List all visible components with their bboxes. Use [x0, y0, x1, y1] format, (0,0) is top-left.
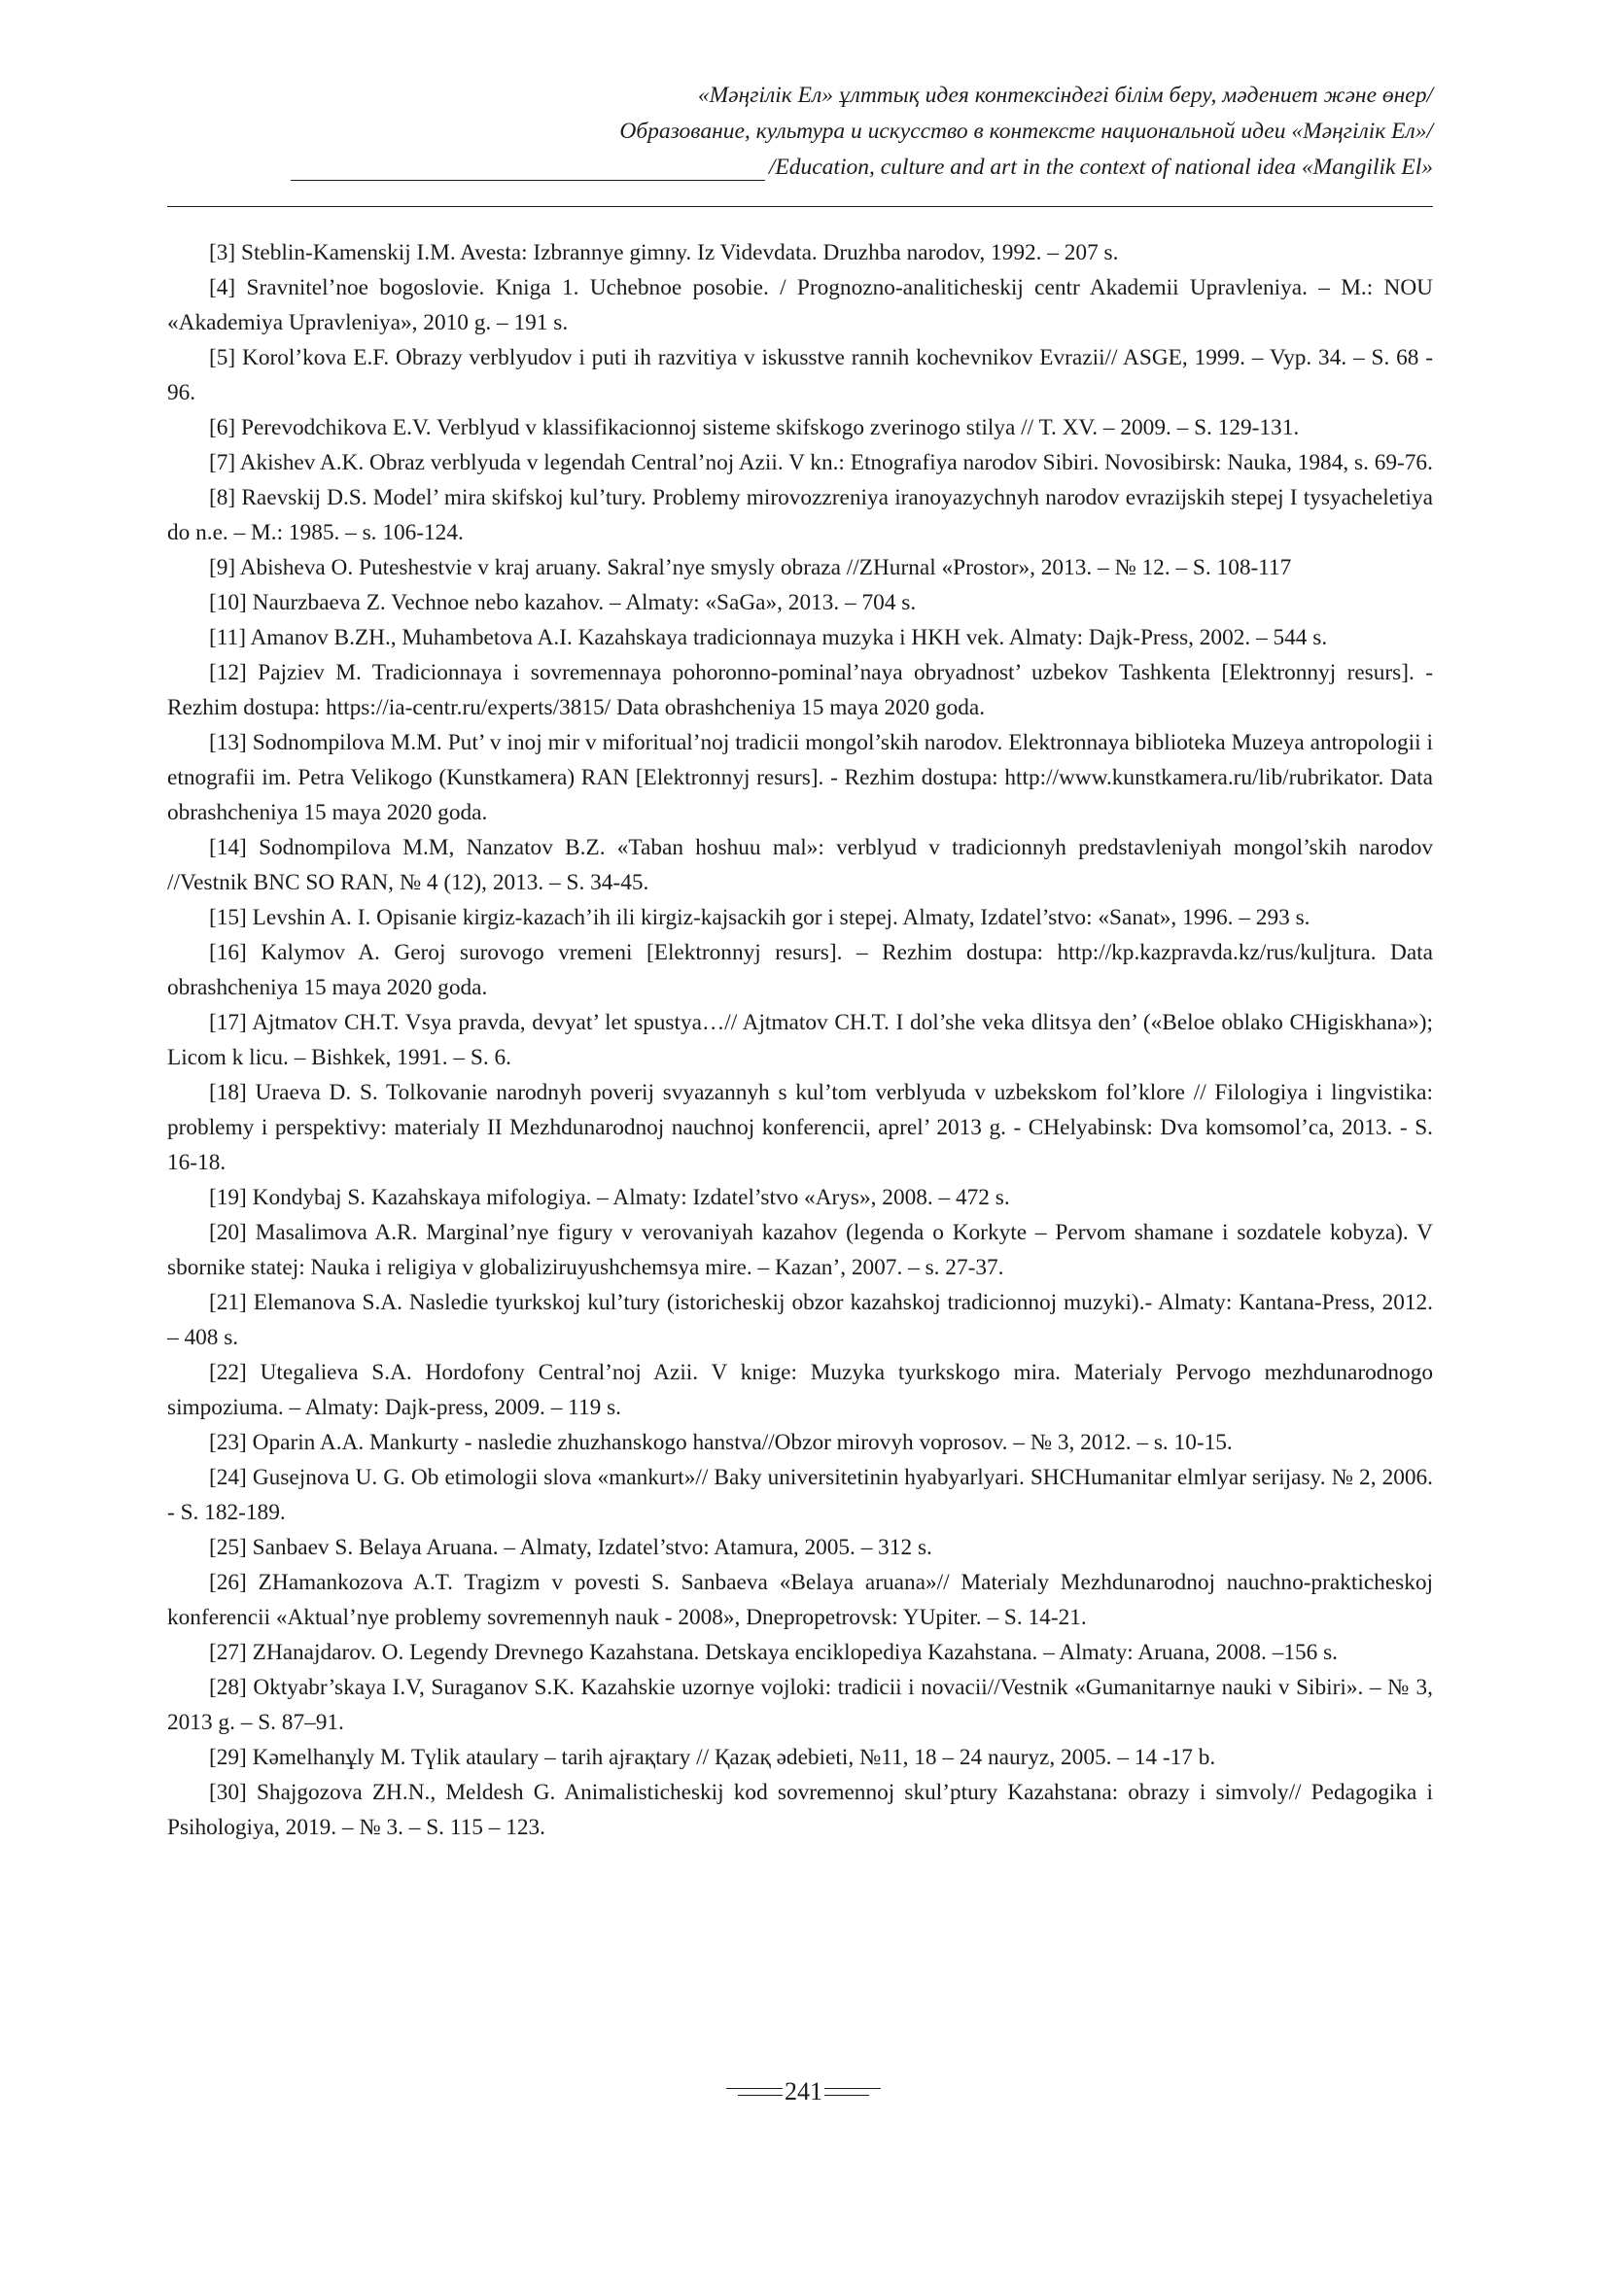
page-number-ornament-right	[824, 2084, 881, 2100]
reference-item: [3] Steblin-Kamenskij I.M. Avesta: Izbrannye gimny. Iz Videvdata. Druzhba narodov, 1992. – 207 s.	[209, 240, 1119, 265]
page-number-ornament-left	[726, 2084, 783, 2100]
running-header	[167, 78, 1433, 186]
reference-item: [11] Amanov B.ZH., Muhambetova A.I. Kazahskaya tradicionnaya muzyka i HKH vek. Almaty: Dajk-Press, 2002. – 544 s.	[209, 625, 1328, 650]
reference-item: [18] Uraeva D. S. Tolkovanie narodnyh poverij svyazannyh s kul’tom verblyuda v uzbekskom fol’klore // Filologiya i lingvistika: problemy i perspektivy: materialy II Mezhdunarodnoj nauchnoj konferencii, aprel’ 2013 g. - CHelyabinsk: Dva komsomol’ca, 2013. - S. 16-18.	[167, 1080, 1433, 1175]
reference-item: [8] Raevskij D.S. Model’ mira skifskoj kul’tury. Problemy mirovozzreniya iranoyazychnyh narodov evrazijskih stepej I tysyacheletiya do n.e. – M.: 1985. – s. 106-124.	[167, 485, 1433, 545]
reference-item: [30] Shajgozova ZH.N., Meldesh G. Animalisticheskij kod sovremennoj skul’ptury Kazahstana: obrazy i simvoly// Pedagogika i Psihologiya, 2019. – № 3. – S. 115 – 123.	[167, 1780, 1433, 1840]
page-number: 241	[785, 2077, 822, 2105]
reference-item: [7] Akishev A.K. Obraz verblyuda v legendah Central’noj Azii. V kn.: Etnografiya narodov Sibiri. Novosibirsk: Nauka, 1984, s. 69-76.	[209, 450, 1433, 475]
reference-item: [5] Korol’kova E.F. Obrazy verblyudov i puti ih razvitiya v iskusstve rannih kochevnikov Evrazii// ASGE, 1999. – Vyp. 34. – S. 68 - 96.	[167, 345, 1433, 405]
reference-item: [14] Sodnompilova M.M, Nanzatov B.Z. «Taban hoshuu mal»: verblyud v tradicionnyh predstavleniyah mongol’skih narodov //Vestnik BNC SO RAN, № 4 (12), 2013. – S. 34-45.	[167, 835, 1433, 895]
header-divider	[167, 206, 1433, 207]
reference-item: [4] Sravnitel’noe bogoslovie. Kniga 1. Uchebnoe posobie. / Prognozno-analiticheskij centr Akademii Upravleniya. – M.: NOU «Akademiya Upravleniya», 2010 g. – 191 s.	[167, 275, 1433, 335]
header-underline	[291, 180, 765, 181]
reference-item: [6] Perevodchikova E.V. Verblyud v klassifikacionnoj sisteme skifskogo zverinogo stilya // T. XV. – 2009. – S. 129-131.	[209, 415, 1300, 440]
reference-item: [26] ZHamankozova A.T. Tragizm v povesti S. Sanbaeva «Belaya aruana»// Materialy Mezhdunarodnoj nauchno-prakticheskoj konferencii «Aktual’nye problemy sovremennyh nauk - 2008», Dnepropetrovsk: YUpiter. – S. 14-21.	[167, 1570, 1433, 1630]
reference-item: [12] Pajziev M. Tradicionnaya i sovremennaya pohoronno-pominal’naya obryadnost’ uzbekov Tashkenta [Elektronnyj resurs]. - Rezhim dostupa: https://ia-centr.ru/experts/3815/ Data obrashcheniya 15 maya 2020 goda.	[167, 660, 1433, 720]
reference-item: [24] Gusejnova U. G. Ob etimologii slova «mankurt»// Baky universitetinin hyabyarlyari. SHCHumanitar elmlyar serijasy. № 2, 2006. - S. 182-189.	[167, 1465, 1433, 1525]
reference-item: [20] Masalimova A.R. Marginal’nye figury v verovaniyah kazahov (legenda o Korkyte – Pervom shamane i sozdatele kobyza). V sbornike statej: Nauka i religiya v globaliziruyushchemsya mire. – Kazan’, 2007. – s. 27-37.	[167, 1220, 1433, 1280]
header-title-english: /Education, culture and art in the context of national idea «Mangilik El»	[768, 155, 1433, 180]
reference-item: [13] Sodnompilova M.M. Put’ v inoj mir v miforitual’noj tradicii mongol’skih narodov. Elektronnaya biblioteka Muzeya antropologii i etnografii im. Petra Velikogo (Kunstkamera) RAN [Elektronnyj resurs]. - Rezhim dostupa: http://www.kunstkamera.ru/lib/rubrikator. Data obrashcheniya 15 maya 2020 goda.	[167, 730, 1433, 825]
page-footer	[0, 2077, 1607, 2106]
reference-item: [9] Abisheva O. Puteshestvie v kraj aruany. Sakral’nye smysly obraza //ZHurnal «Prostor», 2013. – № 12. – S. 108-117	[209, 555, 1292, 580]
reference-item: [25] Sanbaev S. Belaya Aruana. – Almaty, Izdatel’stvo: Atamura, 2005. – 312 s.	[209, 1535, 932, 1560]
reference-item: [27] ZHanajdarov. O. Legendy Drevnego Kazahstana. Detskaya enciklopediya Kazahstana. – Almaty: Aruana, 2008. –156 s.	[209, 1640, 1339, 1665]
reference-item: [10] Naurzbaeva Z. Vechnoe nebo kazahov. – Almaty: «SaGa», 2013. – 704 s.	[209, 590, 917, 615]
reference-item: [16] Kalymov A. Geroj surovogo vremeni [Elektronnyj resurs]. – Rezhim dostupa: http://kp.kazpravda.kz/rus/kuljtura. Data obrashcheniya 15 maya 2020 goda.	[167, 940, 1433, 1000]
reference-item: [28] Oktyabr’skaya I.V, Suraganov S.K. Kazahskie uzornye vojloki: tradicii i novacii//Vestnik «Gumanitarnye nauki v Sibiri». – № 3, 2013 g. – S. 87–91.	[167, 1675, 1433, 1735]
header-title-english-row	[167, 150, 1433, 186]
reference-item: [21] Elemanova S.A. Nasledie tyurkskoj kul’tury (istoricheskij obzor kazahskoj tradicionnoj muzyki).- Almaty: Kantana-Press, 2012. – 408 s.	[167, 1290, 1433, 1350]
reference-item: [22] Utegalieva S.A. Hordofony Central’noj Azii. V knige: Muzyka tyurkskogo mira. Materialy Pervogo mezhdunarodnogo simpoziuma. – Almaty: Dajk-press, 2009. – 119 s.	[167, 1360, 1433, 1420]
header-title-kazakh: «Мәңгілік Ел» ұлттық идея контексіндегі білім беру, мәдениет және өнер/	[697, 83, 1433, 108]
header-title-russian: Образование, культура и искусство в контексте национальной идеи «Мәңгілік Ел»/	[619, 119, 1433, 144]
reference-item: [15] Levshin A. I. Opisanie kirgiz-kazach’ih ili kirgiz-kajsackih gor i stepej. Almaty, Izdatel’stvo: «Sanat», 1996. – 293 s.	[209, 905, 1310, 930]
reference-item: [17] Ajtmatov CH.T. Vsya pravda, devyat’ let spustya…// Ajtmatov CH.T. I dol’she veka dlitsya den’ («Beloe oblako CHigiskhana»); Licom k licu. – Bishkek, 1991. – S. 6.	[167, 1010, 1433, 1070]
reference-item: [23] Oparin A.A. Mankurty - nasledie zhuzhanskogo hanstva//Obzor mirovyh voprosov. – № 3, 2012. – s. 10-15.	[209, 1430, 1233, 1455]
reference-item: [19] Kondybaj S. Kazahskaya mifologiya. – Almaty: Izdatel’stvo «Arys», 2008. – 472 s.	[209, 1185, 1010, 1210]
reference-item: [29] Kəmelhanұly M. Tүlik ataulary – tarih ajғaқtary // Қazaқ ədebieti, №11, 18 – 24 nauryz, 2005. – 14 -17 b.	[209, 1745, 1216, 1770]
reference-list	[167, 235, 1433, 1845]
